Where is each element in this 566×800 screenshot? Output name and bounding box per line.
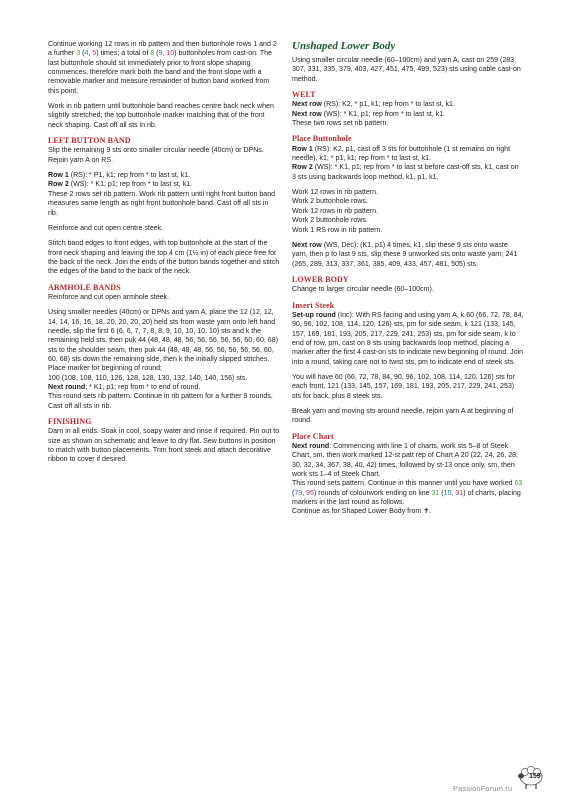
paragraph-buttonhole-continue: Continue working 12 rows in rib pattern and then buttonhole rows 1 and 2 a further 3 (4, 5) times; a total of 8 (9, 10) buttonholes from cast-on. The last buttonhole should sit immediately prior to front slope shaping commences, therefore mark both the band and the front slope with a removable marker and measure remainder of button band worked from this point.	[48, 41, 277, 95]
right-column	[292, 40, 524, 523]
paragraph-reinforce-armhole: Reinforce and cut open armhole steek.	[48, 293, 170, 301]
heading-place-chart: Place Chart	[292, 431, 334, 441]
paragraph-slip-remaining: Slip the remaining 9 sts onto smaller circular needle (40cm) or DPNs. Rejoin yarn A on RS.	[48, 147, 264, 164]
heading-left-button-band: LEFT BUTTON BAND	[48, 136, 131, 146]
page-footer	[0, 760, 566, 800]
paragraph-armhole-pickup: Using smaller needles (40cm) or DPNs and yarn A, place the 12 (12, 12, 14, 14, 16, 16, 18, 20, 20, 20, 20) held sts from waste yarn onto left hand needle, slip the first 6 (6, 6, 7, 7, 8, 8, 9, 10, 10, 10, 10) sts and k the remaining held sts, then puk 44 (48, 48, 48, 56, 56, 56, 56, 56, 60, 60, 68) sts to the shoulder seam, then puk 44 (48, 48, 48, 56, 56, 56, 56, 56, 60, 60, 68) sts down the remaining side, then k the initially slipped stitches. Place marker for beginning of round; 100 (108, 108, 110, 126, 128, 128, 130, 132, 140, 140, 156) sts. Next round: * K1, p1; rep from * to end of round. This round sets rib pattern. Continue in rib pattern for a further 9 rounds. Cast off all sts in rib.	[48, 309, 278, 410]
heading-welt: WELT	[292, 90, 316, 100]
work-lines: Work 12 rows in rib pattern. Work 2 buttonhole rows. Work 12 rows in rib pattern. Work 2 buttonhole rows. Work 1 RS row in rib pattern.	[292, 189, 383, 234]
rows-left-band: Row 1 (RS): * P1, k1; rep from * to last st, k1. Row 2 (WS): * K1, p1; rep from * to last st, k1. These 2 rows set rib pattern. Work rib pattern until right front button band measures same length as right front buttonhole band. Cast off all sts in rib.	[48, 172, 276, 217]
watermark: PassionForum.ru	[453, 784, 513, 793]
heading-armhole-bands: ARMHOLE BANDS	[48, 282, 121, 292]
paragraph-finishing: Darn in all ends. Soak in cool, soapy water and rinse if required. Pin out to size as shown on schematic and leave to dry flat. Sew buttons in position to match with button placements. Trim front steek and attach decorative ribbon to cover if desired.	[48, 428, 280, 464]
paragraph-change-needle: Change to larger circular needle (60–100cm).	[292, 286, 434, 294]
paragraph-reinforce-centre: Reinforce and cut open centre steek.	[48, 224, 164, 232]
rows-buttonhole: Row 1 (RS): K2, p1, cast off 3 sts for buttonhole (1 st remains on right needle), k1, * p1, k1; rep from * to last st, k1. Row 2 (WS): * K1, p1; rep from * to last st before cast-off sts, k1, cast on 3 sts using backwards loop method, k1, p1, k1.	[292, 145, 519, 181]
paragraph-cast-on: Using smaller circular needle (60–100cm) and yarn A, cast on 259 (283, 307, 331, 335, 379, 403, 427, 451, 475, 499, 523) sts using cable cast-on method.	[292, 57, 521, 83]
heading-insert-steek: Insert Steek	[292, 300, 335, 310]
rows-welt: Next row (RS): K2, * p1, k1; rep from * to last st, k1. Next row (WS): * K1, p1; rep from * to last st, k1. These two rows set rib pattern.	[292, 101, 455, 128]
left-column	[48, 40, 280, 471]
paragraph-stitch-band: Stitch band edges to front edges, with top buttonhole at the start of the front neck shaping and leaving the top 4 cm (1½ in) of each piece free for the back of the neck. Join the ends of the button bands together and stitch the edges of the band to the back of the neck.	[48, 240, 280, 276]
page-number: 159	[529, 773, 541, 780]
row-decrease: Next row (WS, Dec): (K1, p1) 4 times, k1, slip these 9 sts onto waste yarn, then p to last 9 sts, slip these 9 unworked sts onto waste yarn; 241 (265, 289, 313, 337, 361, 385, 409, 433, 457, 481, 505) sts.	[292, 241, 518, 268]
heading-lower-body: LOWER BODY	[292, 274, 349, 284]
paragraph-chart: Next round: Commencing with line 1 of charts, work sts 5–8 of Steek Chart, sm, then work marked 12-st patt rep of Chart A 20 (22, 24, 26, 28, 30, 32, 34, 367, 38, 40, 42) times, followed by st-13 once only, sm, then work sts 1–4 of Steek Chart. This round sets pattern. Continue in this manner until you have worked 63 (79, 95) rounds of colourwork ending on line 31 (15, 31) of charts, placing markers in the last round as follows. Continue as for Shaped Lower Body from ✝.	[292, 443, 523, 516]
paragraph-you-will-have: You will have 60 (66, 72, 78, 84, 90, 96, 102, 108, 114, 120, 126) sts for each front, 121 (133, 145, 157, 169, 181, 193, 205, 217, 229, 241, 253) sts for back, plus 8 steek sts.	[292, 373, 515, 400]
paragraph-setup-round: Set-up round (Inc): With RS facing and using yarn A, k 60 (66, 72, 78, 84, 90, 96, 102, 108, 114, 120, 126) sts, pm for side seam, k 121 (133, 145, 157, 169, 181, 193, 205, 217, 229, 241, 253) sts, pm for side seam, k to end of row, pm, cast on 8 sts using backwards loop method, placing a marker after the first 4 cast-on sts to indicate new beginning of round. Join into a round, taking care not to twist sts, pm to indicate end of steek sts.	[292, 311, 524, 366]
paragraph-rib-until: Work in rib pattern until buttonhole band reaches centre back neck when slightly stretched; the top buttonhole marker matching that of the front neck shaping. Cast off all sts in rib.	[48, 103, 274, 129]
section-title-unshaped-lower-body: Unshaped Lower Body	[292, 40, 396, 52]
heading-finishing: FINISHING	[48, 417, 92, 427]
heading-place-buttonhole: Place Buttonhole	[292, 134, 352, 144]
paragraph-break-yarn: Break yarn and moving sts around needle, rejoin yarn A at beginning of round.	[292, 408, 514, 425]
